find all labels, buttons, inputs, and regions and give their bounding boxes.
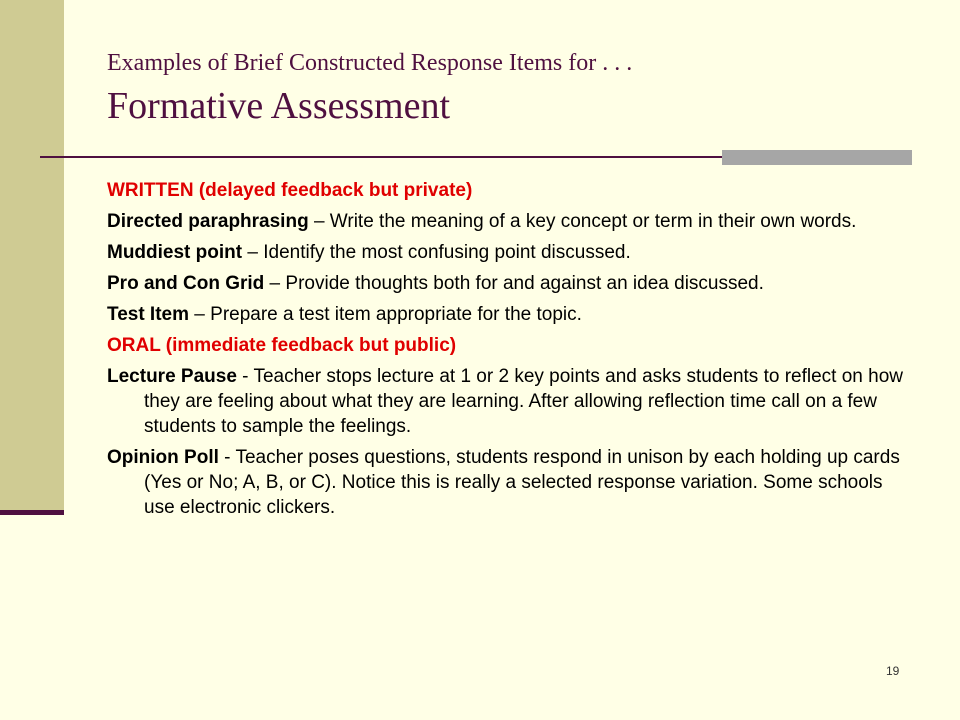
item-separator: – <box>264 273 286 294</box>
section-heading-oral: ORAL (immediate feedback but public) <box>107 335 457 356</box>
item-term: Test Item <box>107 304 190 325</box>
item-text: Identify the most confusing point discussed. <box>263 242 631 263</box>
section-heading-written: WRITTEN (delayed feedback but private) <box>107 180 473 201</box>
item-separator: - <box>236 366 254 387</box>
page-number: 19 <box>886 664 900 678</box>
left-decorative-rule <box>0 510 64 515</box>
slide-title-line2: Formative Assessment <box>107 85 451 127</box>
item-text: Write the meaning of a key concept or term in their own words. <box>329 211 857 232</box>
item-separator: – <box>308 211 330 232</box>
item-separator: - <box>218 447 236 468</box>
list-item <box>107 445 907 520</box>
item-separator: – <box>189 304 211 325</box>
item-text: Provide thoughts both for and against an idea discussed. <box>285 273 764 294</box>
item-separator: – <box>242 242 264 263</box>
item-text: Prepare a test item appropriate for the topic. <box>210 304 582 325</box>
item-term: Lecture Pause <box>107 366 237 387</box>
left-decorative-bar <box>0 0 64 513</box>
item-term: Muddiest point <box>107 242 243 263</box>
item-text: Teacher stops lecture at 1 or 2 key points and asks students to reflect on how they are feeling about what they are learning. After allowing reflection time call on a few students to sample the feelings. <box>144 366 903 437</box>
list-item <box>107 240 907 265</box>
item-text: Teacher poses questions, students respond in unison by each holding up cards (Yes or No; A, B, or C). Notice this is really a selected response variation. Some schools use electronic clickers. <box>144 447 900 518</box>
title-divider-accent <box>722 150 912 165</box>
list-item <box>107 209 907 234</box>
list-item <box>107 364 907 439</box>
item-term: Opinion Poll <box>107 447 219 468</box>
slide-body <box>107 178 907 526</box>
list-item <box>107 302 907 327</box>
list-item <box>107 271 907 296</box>
slide-title-line1: Examples of Brief Constructed Response Items for . . . <box>107 50 633 76</box>
item-term: Directed paraphrasing <box>107 211 309 232</box>
item-term: Pro and Con Grid <box>107 273 265 294</box>
